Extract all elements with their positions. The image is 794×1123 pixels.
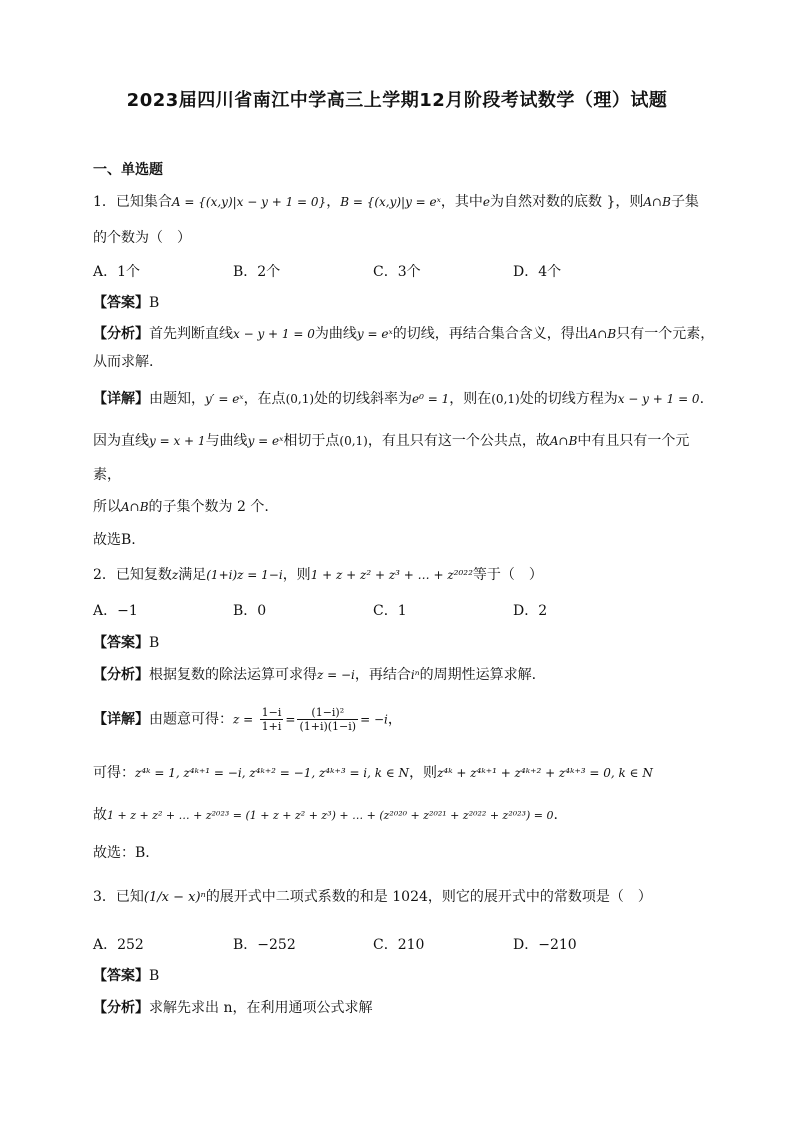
q1-detail2-e: 中有且只有一个元 [577,433,690,449]
q1-detail4-a-cap-b: A∩B [121,500,149,514]
q1-point-3: (0,1) [339,434,368,448]
q2-condition: (1+i)z = 1−i [206,568,283,582]
q2-detail1-lhs: z = [233,712,254,727]
q2-conclusion: 故选：B. [93,845,150,861]
q1-e: e [482,195,491,209]
q2-option-b: B．0 [233,603,267,619]
q1-detail1-b: ，在点 [243,391,286,407]
q1-detail1-a: 由题知， [149,391,205,407]
q2-analysis [93,665,733,685]
q1-stem-b: ，其中 [440,194,483,210]
q1-stem-line2: 的个数为（ ） [93,230,191,246]
q2-equals: = [285,712,296,727]
q2-detail-tag: 【详解】 [93,711,149,728]
q2-detail2-a: 可得： [93,765,135,781]
q1-option-c: C．3个 [373,264,421,280]
q2-fraction-2 [297,706,358,733]
q1-analysis-c: 的切线，再结合集合含义，得出 [392,326,589,342]
q2-sum: 1 + z + z² + z³ + … + z²⁰²² [310,568,473,582]
q1-answer [93,293,733,313]
q1-point-2: (0,1) [491,392,520,406]
q1-set-b: B = {(x,y)|y = eˣ [340,195,441,209]
q2-detail-3 [93,805,733,826]
q2-stem-d: 等于（ ） [472,567,543,583]
q1-answer-tag: 【答案】 [93,295,149,311]
q3-analysis-tag: 【分析】 [93,1000,149,1016]
q2-detail-1 [93,706,733,733]
q1-detail1-e: 处的切线方程为 [519,391,618,407]
q1-conclusion: 故选B. [93,532,136,548]
q3-binomial: (1/x − x)ⁿ [143,890,206,905]
q1-analysis-line: x − y + 1 = 0 [233,327,315,341]
q2-stem-c: ，则 [282,567,311,583]
q1-detail1-period: . [699,391,705,407]
q2-options [93,601,733,621]
q2-fraction-1-denominator: 1+i [261,720,282,733]
q1-detail-1 [93,389,733,409]
q1-analysis-a: 首先判断直线 [149,326,233,342]
q3-analysis-text: 求解先求出 n，在利用通项公式求解 [149,1000,373,1016]
q3-option-c: C．210 [373,937,425,953]
q1-set-a: A = {(x,y)|x − y + 1 = 0} [171,195,327,209]
q2-detail1-rhs: = −i [360,712,388,727]
q1-sep: ， [326,194,341,210]
q1-detail2-a: 因为直线 [93,433,149,449]
q1-analysis-d: 只有一个元素， [616,326,715,342]
q2-stem-a: 2．已知复数 [93,567,172,583]
q1-analysis-tag: 【分析】 [93,326,149,342]
q1-analysis-a-cap-b: A∩B [588,327,617,341]
q1-a-cap-b: A∩B [643,195,671,209]
q3-stem [93,887,733,908]
q2-answer [93,633,733,653]
q2-answer-value: B [149,635,160,651]
q1-options [93,262,733,282]
q1-detail-4 [93,497,733,517]
q3-analysis [93,998,733,1018]
q1-detail1-c: 处的切线斜率为 [314,391,413,407]
q1-option-b: B．2个 [233,264,281,280]
q1-stem [93,192,733,212]
q1-curve-eq: y = eˣ [247,434,284,448]
q2-power-sum: z⁴ᵏ + z⁴ᵏ⁺¹ + z⁴ᵏ⁺² + z⁴ᵏ⁺³ = 0, k ∈ N [437,766,653,780]
q3-option-d: D．−210 [513,937,577,953]
q1-detail-3: 素， [93,467,121,483]
q3-option-a: A．252 [93,937,144,953]
q2-analysis-b: ，再结合 [354,667,411,683]
q1-derivative: y′ = eˣ [205,392,244,406]
q1-detail2-a-cap-b: A∩B [549,434,578,448]
q1-analysis-line2: 从而求解. [93,354,154,370]
q2-detail3-a: 故 [93,807,107,823]
q1-detail-tag: 【详解】 [93,391,149,407]
q1-detail-2 [93,431,733,451]
q2-powers: z⁴ᵏ = 1, z⁴ᵏ⁺¹ = −i, z⁴ᵏ⁺² = −1, z⁴ᵏ⁺³ = i, k ∈ N [135,766,410,780]
q2-detail3-expr: 1 + z + z² + … + z²⁰²³ = (1 + z + z² + z³) + … + (z²⁰²⁰ + z²⁰²¹ + z²⁰²² + z²⁰²³) = 0 [107,809,554,822]
q2-analysis-tag: 【分析】 [93,667,149,683]
q1-detail2-c: 相切于点 [283,433,340,449]
q1-point: (0,1) [285,392,315,406]
q1-option-a: A．1个 [93,264,141,280]
q1-option-d: D．4个 [513,264,562,280]
q2-stem-b: 满足 [178,567,207,583]
q1-answer-value: B [149,295,160,311]
q1-detail1-d: ，则在 [449,391,492,407]
q2-analysis-in: iⁿ [410,668,420,682]
q2-stem [93,565,733,585]
q3-answer-value: B [149,968,160,984]
q2-detail1-a: 由题意可得： [149,711,233,728]
q1-detail2-b: 与曲线 [205,433,248,449]
q2-fraction-2-denominator: (1+i)(1−i) [299,720,357,733]
q1-analysis [93,324,733,344]
q2-option-c: C．1 [373,603,407,619]
q1-stem-c: 为自然对数的底数 }，则 [490,194,644,210]
q1-stem-a: 1．已知集合 [93,194,172,210]
q3-answer [93,966,733,986]
q3-stem-a: 3．已知 [93,889,144,905]
q2-option-a: A．−1 [93,603,138,619]
q2-detail2-b: ，则 [409,765,438,781]
q1-detail2-d: ，有且只有这一个公共点，故 [367,433,550,449]
q1-slope: e⁰ = 1 [412,392,450,406]
q2-option-d: D．2 [513,603,548,619]
q2-fraction-1 [260,706,284,733]
q3-stem-b: 的展开式中二项式系数的和是 1024，则它的展开式中的常数项是（ ） [205,889,652,905]
q1-detail4-b: 的子集个数为 2 个. [148,499,269,515]
q1-analysis-curve: y = eˣ [356,327,393,341]
q2-detail1-comma: ， [387,711,402,728]
q2-fraction-2-numerator: (1−i)² [297,706,358,720]
page-title: 2023届四川省南江中学高三上学期12月阶段考试数学（理）试题 [126,90,668,111]
q2-fraction-1-numerator: 1−i [261,706,282,719]
q2-analysis-c: 的周期性运算求解. [419,667,537,683]
q2-analysis-a: 根据复数的除法运算可求得 [149,667,317,683]
q1-analysis-b: 为曲线 [314,326,357,342]
q2-analysis-z: z = −i [317,668,355,682]
q3-options [93,935,733,955]
q1-detail4-a: 所以 [93,499,121,515]
q1-line-eq: y = x + 1 [149,434,206,448]
q1-stem-d: 子集 [670,194,699,210]
q3-option-b: B．−252 [233,937,296,953]
q2-detail-2 [93,763,733,783]
section-heading: 一、单选题 [93,162,163,178]
q2-detail3-period: . [553,807,558,823]
q2-answer-tag: 【答案】 [93,635,149,651]
q3-answer-tag: 【答案】 [93,968,149,984]
q1-tangent: x − y + 1 = 0 [617,392,700,406]
q2-z: z [171,568,179,582]
